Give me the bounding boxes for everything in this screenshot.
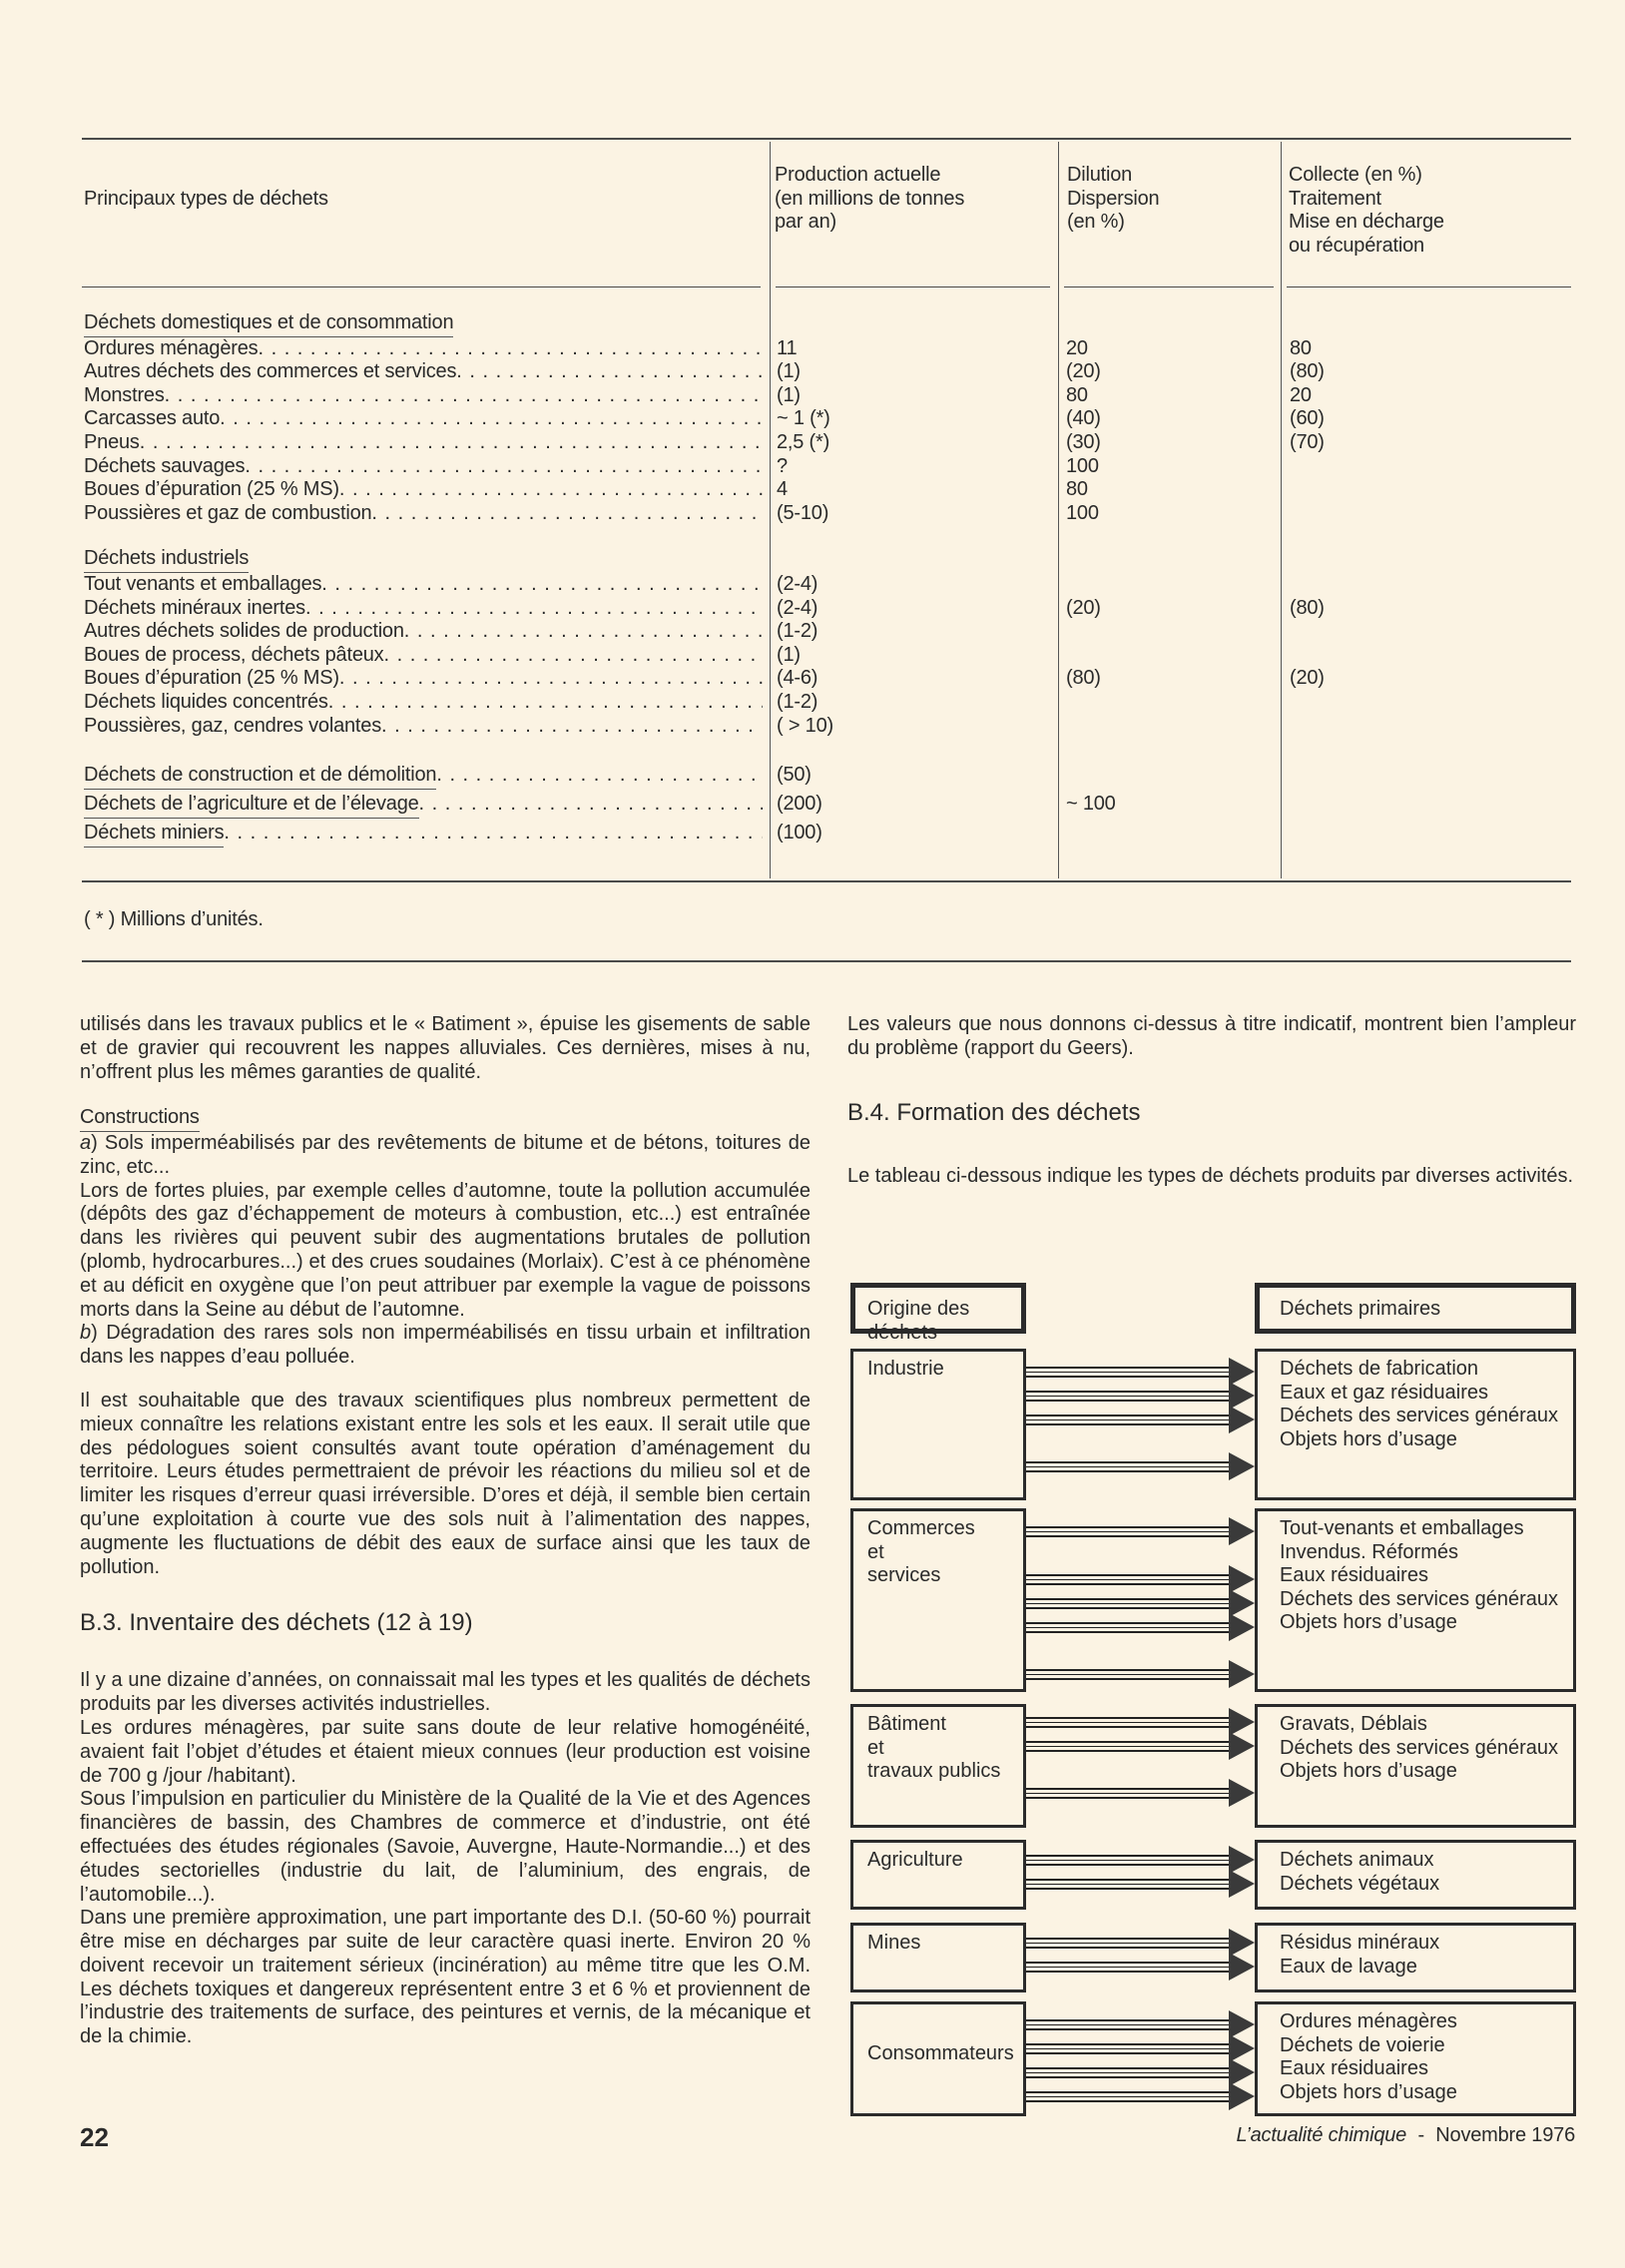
leader-dots [224, 822, 763, 848]
intro-paragraph: utilisés dans les travaux publics et le « Batiment », épuise les gisements de sable et de gravier qui recouvrent les nappes alluviales. Ces dernières, mises à nu, n’offrent plus les mêmes garanties de qualité. [80, 1013, 811, 1083]
primary-waste-item: Tout-venants et emballages [1280, 1517, 1524, 1539]
flow-arrow-shaft [1026, 1879, 1230, 1890]
arrow-head-icon [1229, 1517, 1255, 1545]
header-line: Collecte (en %) [1289, 164, 1422, 186]
table-row-label [84, 407, 763, 431]
right-intro-paragraph: Les valeurs que nous donnons ci-dessus à titre indicatif, montrent bien l’ampleur du problème (rapport du Geers). [847, 1013, 1576, 1059]
flow-arrow-shaft [1026, 1962, 1230, 1973]
flow-arrow-shaft [1026, 1415, 1230, 1425]
primary-waste-item: Eaux résiduaires [1280, 1564, 1428, 1587]
primary-waste-item: Déchets animaux [1280, 1849, 1434, 1871]
left-column [80, 1013, 811, 2049]
primary-waste-item: Objets hors d’usage [1280, 1427, 1457, 1450]
cell-dilution: 100 [1066, 501, 1099, 524]
row-label: Pneus [84, 431, 140, 453]
cell-production: (50) [777, 764, 812, 787]
table-row-label [84, 644, 763, 668]
primary-waste-list [1258, 1511, 1573, 1635]
primary-waste-list [1258, 1707, 1573, 1784]
origin-box [850, 1704, 1026, 1828]
table-row-label [84, 620, 763, 644]
primary-waste-list [1258, 1843, 1573, 1896]
origin-label [853, 1707, 1023, 1784]
arrow-head-icon [1229, 1953, 1255, 1981]
leader-dots [258, 337, 763, 361]
cell-dilution: (20) [1066, 596, 1101, 619]
cell-production: 11 [777, 336, 798, 359]
primary-waste-item: Ordures ménagères [1280, 2010, 1457, 2032]
primary-waste-item: Gravats, Déblais [1280, 1713, 1427, 1735]
column-rule [1281, 142, 1282, 878]
origin-box [850, 1840, 1026, 1910]
item-a-continued: Lors de fortes pluies, par exemple celles d’automne, toute la pollution accumulée (dépôts des gaz d’échappement de moteurs à combustion, etc...) est entraînée dans les rivières qui peuvent subir des augmentations brutales de pollution (plomb, hydrocarbures...) et des crues soudaines (Morlaix). C’est à ce phénomène et au déficit en oxygène que l’on peut attribuer par exemple la vague de poissons morts dans la Seine au début de l’automne. [80, 1179, 811, 1321]
table-row-label [84, 455, 763, 479]
primary-waste-item: Eaux résiduaires [1280, 2057, 1428, 2080]
cell-dilution: 20 [1066, 336, 1088, 359]
pedologues-paragraph: Il est souhaitable que des travaux scientifiques plus nombreux permettent de mieux connaître les relations existant entre les sols et les eaux. Il serait utile que des pédologues soient consultés avant toute opération d’aménagement du territoire. Leurs études permettraient de prévoir les réactions du milieu sol et de limiter les risques d’erreur quasi irréversible. D’ores et déjà, il semble bien certain qu’une exploitation à courte vue des sols nuit à l’alimentation des nappes, augmente les fluctuations de débit des eaux de surface ainsi que les taux de pollution. [80, 1389, 811, 1578]
table-row-label [84, 384, 763, 408]
header-line: Traitement [1289, 187, 1381, 210]
group-title-text: Déchets industriels [84, 547, 249, 573]
b3-paragraph-2: Les ordures ménagères, par suite sans doute de leur relative homogénéité, avaient fait l’objet d’études et étaient mieux connues (leur production est voisine de 700 g /jour /habitant). [80, 1716, 811, 1787]
header-origin-label: Origine des déchets [867, 1298, 970, 1344]
cell-production: (2-4) [777, 596, 818, 619]
leader-dots [220, 407, 763, 431]
table-row-label [84, 431, 763, 455]
cell-production: ~ 1 (*) [777, 407, 830, 430]
arrow-head-icon [1229, 1406, 1255, 1433]
arrow-head-icon [1229, 1870, 1255, 1898]
row-label: Déchets sauvages [84, 454, 246, 477]
primary-waste-box [1255, 2001, 1576, 2116]
header-production [775, 164, 964, 235]
arrow-head-icon [1229, 1452, 1255, 1480]
cell-production: (4-6) [777, 667, 818, 690]
cell-production: (1) [777, 383, 801, 406]
leader-dots [456, 360, 763, 384]
flow-arrow-shaft [1026, 1391, 1230, 1402]
origin-line: Industrie [867, 1358, 944, 1380]
origin-label [853, 1511, 1023, 1588]
journal-footer [1237, 2124, 1575, 2148]
cell-production: ? [777, 454, 788, 477]
leader-dots [305, 597, 763, 621]
table-row-label [84, 691, 763, 715]
row-label: Autres déchets des commerces et services [84, 360, 457, 383]
footnote-rule [82, 960, 1571, 962]
flow-arrow-shaft [1026, 1741, 1230, 1752]
b3-paragraph-4: Dans une première approximation, une part importante des D.I. (50-60 %) pourrait être mise en décharges par suite de leur caractère quasi inerte. Environ 20 % doivent recevoir un traitement sérieux (incinération) au même titre que les O.M. Les déchets toxiques et dangereux représentent entre 3 et 6 % et proviennent de l’industrie des traitements de surface, des peintures et vernis, de la mécanique et de la chimie. [80, 1907, 811, 2048]
header-line: Dilution [1067, 164, 1133, 186]
header-line: ou récupération [1289, 234, 1424, 257]
row-label: Déchets de construction et de démolition [84, 764, 436, 790]
leader-dots [371, 502, 763, 526]
table-row-label [84, 597, 763, 621]
leader-dots [165, 384, 763, 408]
flow-arrow-shaft [1026, 2019, 1230, 2030]
header-rule [776, 286, 1050, 287]
table-row-label [84, 715, 763, 739]
origin-box [850, 1349, 1026, 1500]
cell-production: 2,5 (*) [777, 431, 830, 453]
leader-dots [321, 573, 763, 597]
leader-dots [339, 667, 763, 691]
primary-waste-item: Déchets végétaux [1280, 1872, 1440, 1895]
primary-waste-item: Eaux de lavage [1280, 1955, 1417, 1978]
table-row-label [84, 502, 763, 526]
b3-paragraph-3: Sous l’impulsion en particulier du Ministère de la Qualité de la Vie et des Agences financières de bassin, des Chambres de commerce et d’industrie, ont été effectuées des études régionales (Savoie, Auvergne, Haute-Normandie...) et des études sectorielles (industrie du lait, de l’aluminium, des engrais, de l’automobile...). [80, 1788, 811, 1906]
cell-collecte: (70) [1290, 431, 1325, 453]
flow-arrow-shaft [1026, 1669, 1230, 1680]
cell-production: ( > 10) [777, 714, 833, 737]
cell-collecte: (80) [1290, 596, 1325, 619]
header-rule [1064, 286, 1274, 287]
origin-line: services [867, 1564, 941, 1587]
table-top-rule [82, 138, 1571, 140]
header-line: Dispersion [1067, 187, 1160, 210]
primary-waste-box [1255, 1508, 1576, 1692]
table-row-label [84, 573, 763, 597]
origin-label [853, 1843, 1023, 1873]
row-label: Déchets miniers [84, 822, 224, 848]
cell-dilution: (40) [1066, 407, 1101, 430]
table-row-label [84, 793, 763, 819]
origin-box [850, 1923, 1026, 1992]
table-row-label [84, 478, 763, 502]
cell-collecte: (20) [1290, 667, 1325, 690]
flow-arrow-shaft [1026, 2067, 1230, 2078]
flow-arrow-shaft [1026, 1461, 1230, 1472]
footer-separator: - [1417, 2124, 1424, 2146]
cell-production: (1) [777, 643, 801, 666]
cell-collecte: (60) [1290, 407, 1325, 430]
cell-dilution: 80 [1066, 478, 1088, 501]
origin-label [853, 1926, 1023, 1956]
flow-arrow-shaft [1026, 1574, 1230, 1585]
table-row-label [84, 822, 763, 848]
flow-arrow-shaft [1026, 1622, 1230, 1633]
right-column [847, 1013, 1576, 1188]
origin-line: travaux publics [867, 1760, 1001, 1783]
group-title [84, 311, 453, 337]
flow-arrow-shaft [1026, 1717, 1230, 1728]
origin-line: Mines [867, 1932, 921, 1954]
cell-dilution: 100 [1066, 454, 1099, 477]
row-label: Boues d’épuration (25 % MS) [84, 667, 339, 690]
primary-waste-box [1255, 1840, 1576, 1910]
cell-production: (1-2) [777, 620, 818, 643]
b3-paragraph-1: Il y a une dizaine d’années, on connaissait mal les types et les qualités de déchets produits par les diverses activités industrielles. [80, 1669, 811, 1716]
row-label: Tout venants et emballages [84, 573, 322, 595]
column-rule [770, 142, 771, 878]
flow-arrow-shaft [1026, 1855, 1230, 1866]
item-b-marker: b [80, 1322, 92, 1345]
arrow-head-icon [1229, 2082, 1255, 2110]
primary-waste-item: Déchets des services généraux [1280, 1405, 1559, 1427]
group-title-text: Déchets domestiques et de consommation [84, 311, 453, 337]
section-b3-title: B.3. Inventaire des déchets (12 à 19) [80, 1609, 473, 1637]
primary-waste-item: Déchets des services généraux [1280, 1587, 1559, 1610]
cell-production: (5-10) [777, 501, 829, 524]
page-number: 22 [80, 2122, 109, 2152]
primary-waste-item: Objets hors d’usage [1280, 1760, 1457, 1783]
table-row-label [84, 360, 763, 384]
cell-collecte: 80 [1290, 336, 1312, 359]
item-a [80, 1132, 811, 1180]
table-row-label [84, 764, 763, 790]
origin-label [853, 2004, 1023, 2066]
origin-line: et [867, 1540, 884, 1563]
group-title [84, 547, 249, 573]
header-line: (en millions de tonnes [775, 187, 965, 210]
primary-waste-item: Déchets de fabrication [1280, 1358, 1479, 1380]
primary-waste-item: Déchets des services généraux [1280, 1736, 1559, 1759]
row-label: Déchets minéraux inertes [84, 596, 305, 619]
row-label: Ordures ménagères [84, 336, 259, 359]
row-label: Autres déchets solides de production [84, 620, 404, 643]
leader-dots [381, 715, 763, 739]
origin-line: Commerces [867, 1517, 975, 1539]
leader-dots [339, 478, 763, 502]
leader-dots [328, 691, 763, 715]
item-b-text: ) Dégradation des rares sols non imperméabilisés en tissu urbain et infiltration dans les nappes d’eau polluée. [80, 1322, 811, 1369]
primary-waste-box [1255, 1349, 1576, 1500]
leader-dots [383, 644, 763, 668]
cell-production: (1-2) [777, 691, 818, 713]
cell-production: 4 [777, 478, 788, 501]
primary-waste-item: Déchets de voierie [1280, 2033, 1445, 2056]
origin-line: Consommateurs [867, 2042, 1014, 2064]
header-collecte [1289, 164, 1444, 258]
leader-dots [404, 620, 763, 644]
leader-dots [436, 764, 763, 790]
arrow-head-icon [1229, 1660, 1255, 1688]
cell-production: (100) [777, 822, 822, 845]
primary-waste-list [1258, 1926, 1573, 1979]
constructions-title: Constructions [80, 1106, 200, 1132]
column-rule [1058, 142, 1059, 878]
constructions-heading [80, 1106, 811, 1132]
cell-dilution: (80) [1066, 667, 1101, 690]
section-b4-title: B.4. Formation des déchets [847, 1098, 1141, 1126]
table-row-label [84, 337, 763, 361]
arrow-head-icon [1229, 1779, 1255, 1807]
diagram-header-origin [850, 1283, 1026, 1344]
row-label: Déchets liquides concentrés [84, 691, 328, 713]
header-dilution [1067, 164, 1159, 235]
header-line: Mise en décharge [1289, 211, 1444, 234]
cell-dilution: (30) [1066, 431, 1101, 453]
header-line: (en %) [1067, 211, 1125, 234]
primary-waste-list [1258, 1352, 1573, 1451]
waste-flow-diagram [846, 1281, 1580, 2119]
row-label: Poussières et gaz de combustion [84, 501, 372, 524]
primary-waste-item: Objets hors d’usage [1280, 1611, 1457, 1634]
header-line: par an) [775, 211, 836, 234]
flow-arrow-shaft [1026, 1938, 1230, 1949]
cell-dilution: (20) [1066, 360, 1101, 383]
primary-waste-item: Invendus. Réformés [1280, 1540, 1458, 1563]
primary-waste-item: Objets hors d’usage [1280, 2080, 1457, 2103]
origin-box [850, 2001, 1026, 2116]
table-row-label [84, 667, 763, 691]
flow-arrow-shaft [1026, 1788, 1230, 1799]
header-rule [82, 286, 761, 287]
item-b [80, 1322, 811, 1370]
cell-dilution: ~ 100 [1066, 793, 1116, 816]
origin-line: Agriculture [867, 1849, 963, 1871]
diagram-header-primary [1255, 1283, 1576, 1334]
journal-title: L’actualité chimique [1236, 2124, 1407, 2146]
leader-dots [245, 455, 763, 479]
cell-collecte: 20 [1290, 383, 1312, 406]
footnote: ( * ) Millions d’unités. [84, 908, 264, 930]
item-a-text: ) Sols imperméabilisés par des revêtements de bitume et de bétons, toitures de zinc, etc... [80, 1131, 811, 1178]
header-primary-label: Déchets primaires [1280, 1298, 1441, 1320]
cell-collecte: (80) [1290, 360, 1325, 383]
primary-waste-list [1258, 2004, 1573, 2104]
cell-dilution: 80 [1066, 383, 1088, 406]
leader-dots [419, 793, 763, 819]
leader-dots [140, 431, 763, 455]
journal-issue: Novembre 1976 [1435, 2124, 1575, 2146]
item-a-marker: a [80, 1131, 92, 1154]
origin-box [850, 1508, 1026, 1692]
primary-waste-item: Eaux et gaz résiduaires [1280, 1381, 1489, 1404]
flow-arrow-shaft [1026, 1598, 1230, 1609]
primary-waste-box [1255, 1923, 1576, 1992]
cell-production: (200) [777, 793, 822, 816]
row-label: Monstres [84, 383, 165, 406]
header-line: Production actuelle [775, 164, 941, 186]
row-label: Boues de process, déchets pâteux [84, 643, 384, 666]
row-label: Boues d’épuration (25 % MS) [84, 478, 339, 501]
arrow-head-icon [1229, 1613, 1255, 1641]
cell-production: (2-4) [777, 573, 818, 595]
row-label: Carcasses auto [84, 407, 221, 430]
table-bottom-rule [82, 880, 1571, 882]
cell-production: (1) [777, 360, 801, 383]
origin-line: et [867, 1736, 884, 1759]
header-rule [1287, 286, 1571, 287]
header-types: Principaux types de déchets [84, 188, 328, 210]
row-label: Déchets de l’agriculture et de l’élevage [84, 793, 419, 819]
flow-arrow-shaft [1026, 1526, 1230, 1537]
b4-paragraph: Le tableau ci-dessous indique les types de déchets produits par diverses activités. [847, 1164, 1574, 1187]
primary-waste-item: Résidus minéraux [1280, 1932, 1440, 1954]
flow-arrow-shaft [1026, 2043, 1230, 2054]
origin-label [853, 1352, 1023, 1382]
flow-arrow-shaft [1026, 1367, 1230, 1378]
origin-line: Bâtiment [867, 1713, 946, 1735]
flow-arrow-shaft [1026, 2091, 1230, 2102]
arrow-head-icon [1229, 1732, 1255, 1760]
row-label: Poussières, gaz, cendres volantes [84, 714, 382, 737]
primary-waste-box [1255, 1704, 1576, 1828]
